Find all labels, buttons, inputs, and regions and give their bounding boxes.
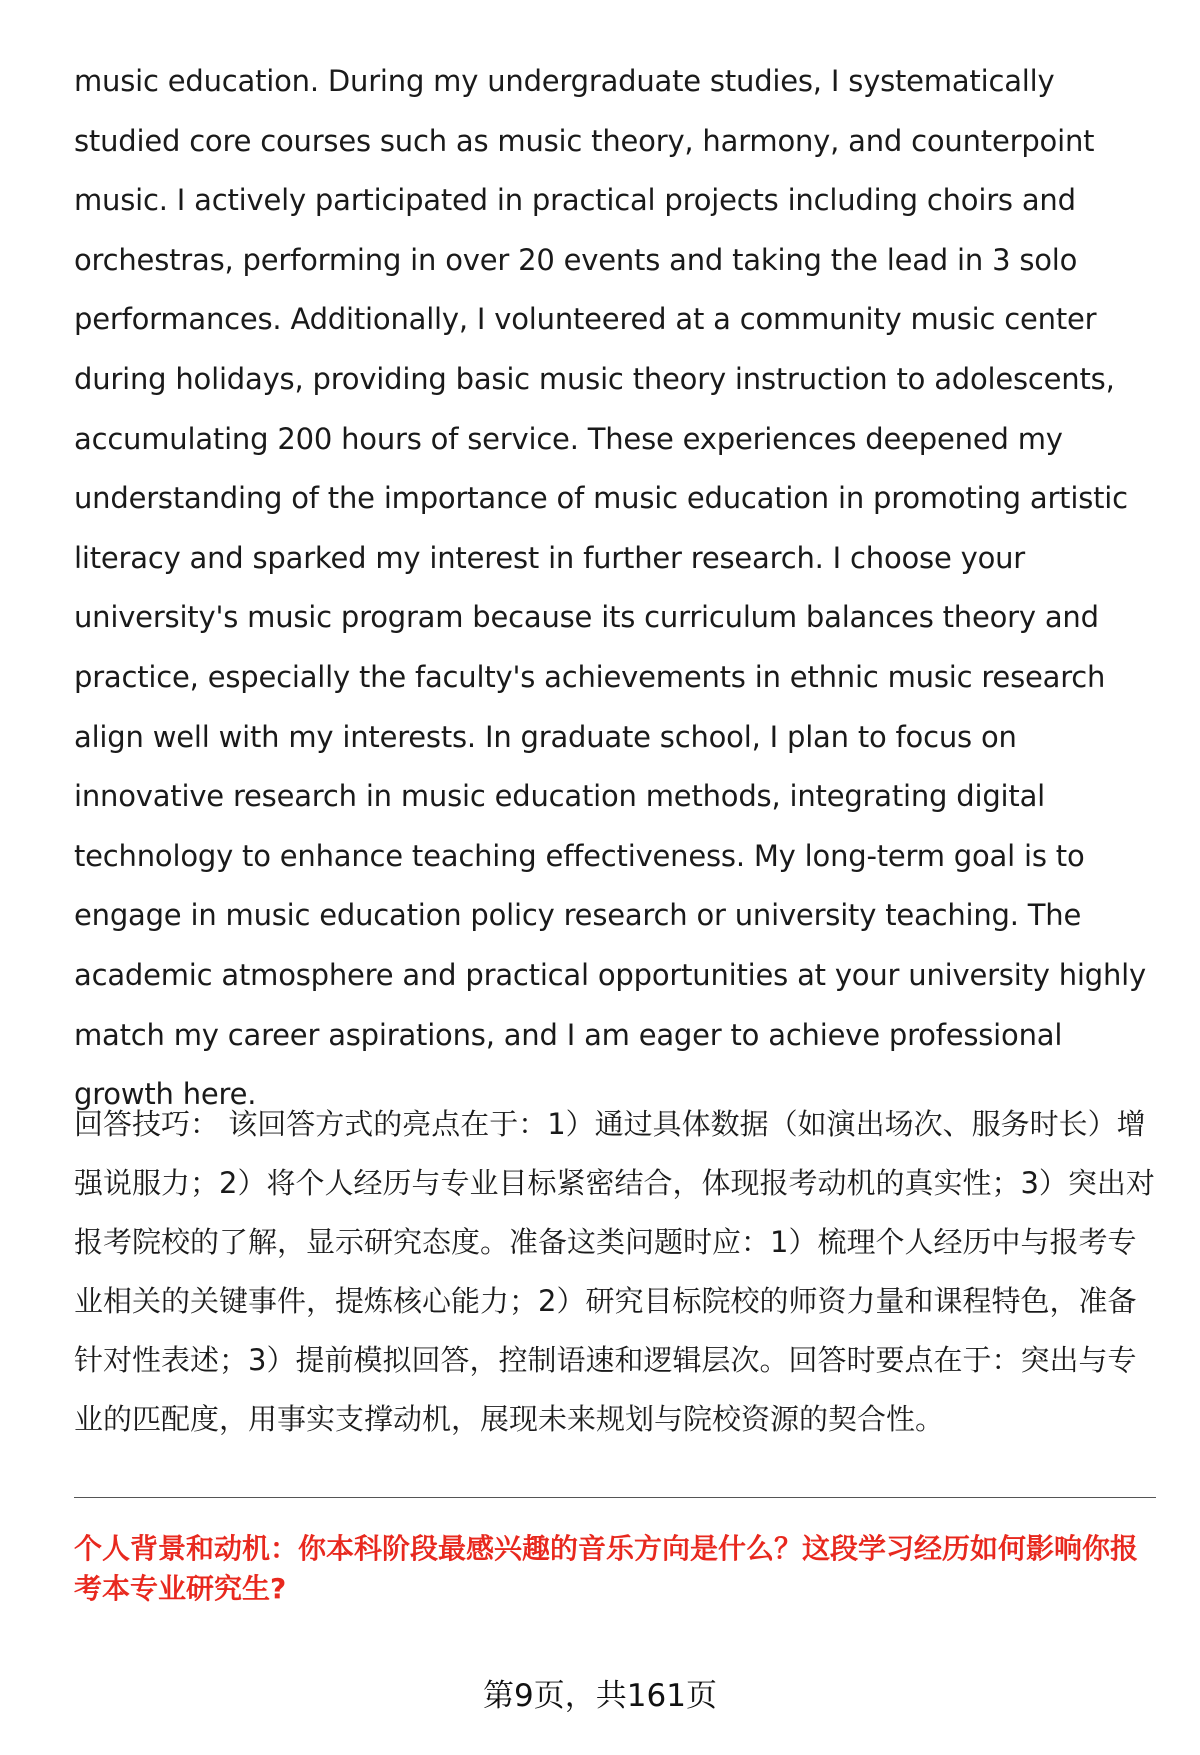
page-number: 第9页，共161页 xyxy=(483,1678,717,1714)
answer-tips-paragraph: 回答技巧： 该回答方式的亮点在于：1）通过具体数据（如演出场次、服务时长）增强说服力；2）将个人经历与专业目标紧密结合，体现报考动机的真实性；3）突出对报考院校的了解，显示研究态度。准备这类问题时应：1）梳理个人经历中与报考专业相关的关键事件，提炼核心能力；2）研究目标院校的师资力量和课程特色，准备针对性表述；3）提前模拟回答，控制语速和逻辑层次。回答时要点在于：突出与专业的匹配度，用事实支撑动机，展现未来规划与院校资源的契合性。 xyxy=(74,1107,1155,1436)
section-divider xyxy=(74,1497,1156,1498)
interview-question: 个人背景和动机：你本科阶段最感兴趣的音乐方向是什么？这段学习经历如何影响你报考本专业研究生? xyxy=(74,1532,1139,1605)
answer-paragraph: music education. During my undergraduate studies, I systematically studied core courses such as music theory, harmony, and counterpoint music. I actively participated in practical projects including choirs and orchestras, performing in over 20 events and taking the lead in 3 solo performances. Additionally, I volunteered at a community music center during holidays, providing basic music theory instruction to adolescents, accumulating 200 hours of service. These experiences deepened my understanding of the importance of music education in promoting artistic literacy and sparked my interest in further research. I choose your university's music program because its curriculum balances theory and practice, especially the faculty's achievements in ethnic music research align well with my interests. In graduate school, I plan to focus on innovative research in music education methods, integrating digital technology to enhance teaching effectiveness. My long-term goal is to engage in music education policy research or university teaching. The academic atmosphere and practical opportunities at your university highly match my career aspirations, and I am eager to achieve professional growth here. xyxy=(74,64,1146,1112)
